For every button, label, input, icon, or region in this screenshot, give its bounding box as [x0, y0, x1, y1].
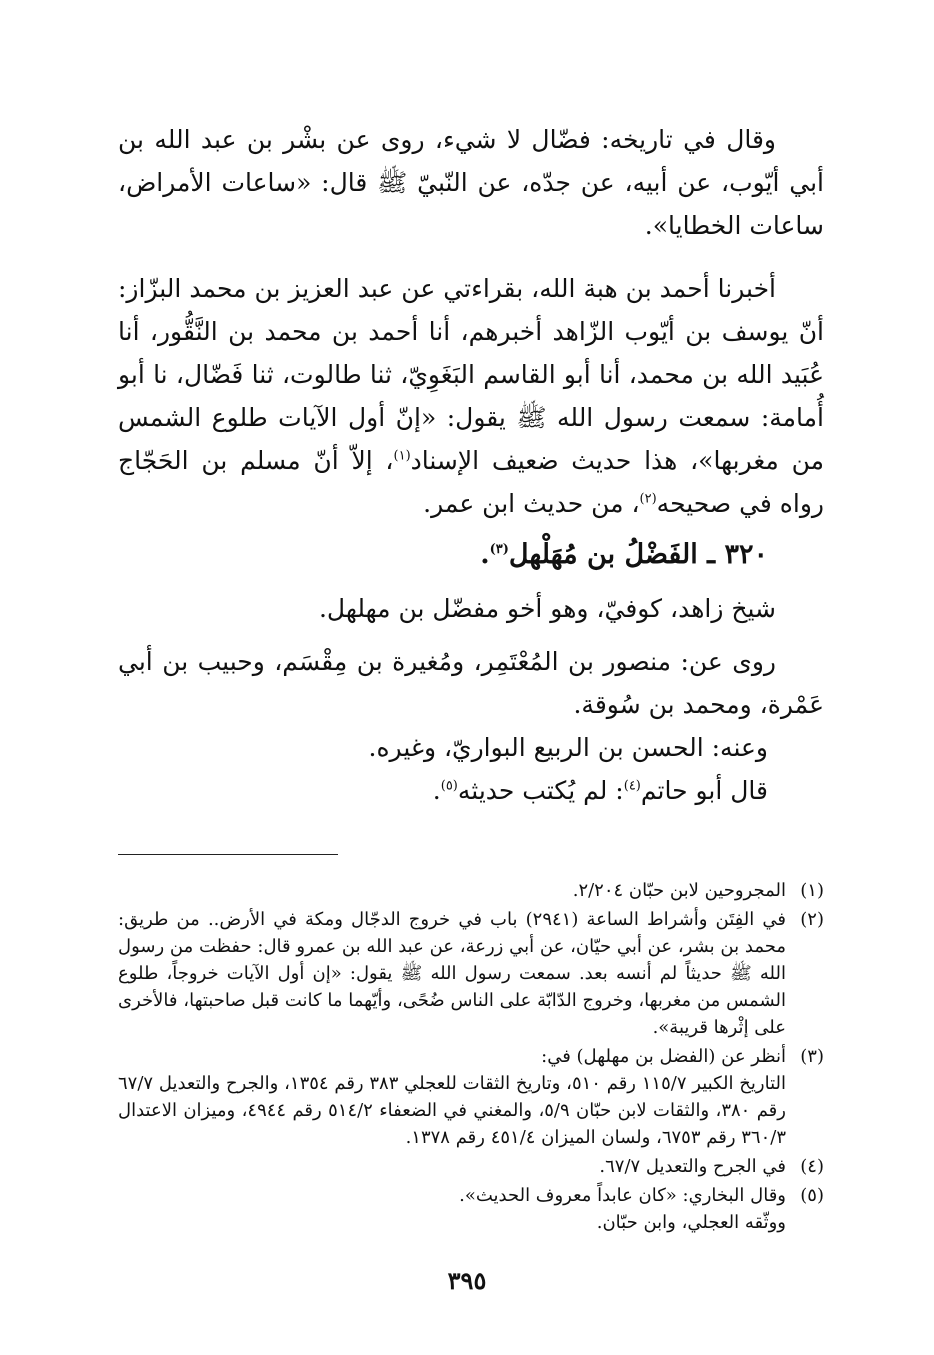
footnote-number: (٥) [800, 1185, 824, 1206]
isnad-text-1: أخبرنا أحمد بن هبة الله، بقراءتي عن عبد العزيز بن محمد البزّاز: أنّ يوسف بن أيّوب الزّاهد أخبرهم، أنا أحمد بن محمد بن النَّقُّور، أنا عُبَيد الله بن محمد، أنا أبو القاسم البَغَوِيّ، ثنا طالوت، ثنا فَضّال، نا أبو أُمامة: سمعت رسول الله ﷺ يقول: «إنّ أول الآيات طلوع الشمس من مغربها»، هذا حديث ضعيف الإسناد [118, 274, 824, 475]
footnotes [118, 877, 824, 1236]
footnote-divider [118, 854, 338, 855]
footnote-text: في الفِتَن وأشراط الساعة (٢٩٤١) باب في خروج الدجّال ومكة في الأرض.. من طريق: محمد بن بشر، عن أبي حيّان، عن أبي زرعة، عن عبد الله بن عمرو قال: حفظت من رسول الله ﷺ حديثاً لم أنسه بعد. سمعت رسول الله ﷺ يقول: «إن أول الآيات خروجاً، طلوع الشمس من مغربها، وخروج الدّابّة على الناس ضُحًى، وأيّهما ما كانت قبل صاحبتها، فالأخرى على إثْرها قريبة». [118, 909, 786, 1038]
paragraph-description-text: شيخ زاهد، كوفيّ، وهو أخو مفضّل بن مهلهل. [318, 594, 776, 623]
footnote-ref-4[interactable]: (٤) [623, 778, 641, 794]
footnote-2 [118, 906, 824, 1041]
isnad-text-2: ، إلاّ أنّ مسلم بن الحَجّاج رواه في صحيحه [118, 446, 824, 518]
paragraph-tarikh-text: وقال في تاريخه: فضّال لا شيء، روى عن بشْر بن عبد الله بن أبي أيّوب، عن أبيه، عن جدّه، عن النّبيّ ﷺ قال: «ساعات الأمراض، ساعات الخطايا». [118, 125, 824, 240]
footnote-text: ووثّقه العجلي، وابن حبّان. [596, 1212, 786, 1233]
paragraph-narrated-from [118, 640, 824, 726]
footnote-number: (٢) [800, 909, 824, 930]
abu-hatim-text-1: قال أبو حاتم [640, 776, 768, 805]
paragraph-description [118, 587, 824, 630]
paragraph-tarikh [118, 118, 824, 247]
paragraph-isnad [118, 267, 824, 525]
footnote-1 [118, 877, 824, 904]
entry-heading [118, 533, 824, 577]
footnote-text: في الجرح والتعديل ٦٧/٧. [599, 1156, 786, 1177]
paragraph-narrators-text: وعنه: الحسن بن الربيع البواريّ، وغيره. [368, 733, 768, 762]
footnote-4 [118, 1153, 824, 1180]
footnote-ref-1[interactable]: (١) [393, 448, 411, 464]
page-body [118, 118, 824, 1238]
footnote-text: التاريخ الكبير ١١٥/٧ رقم ٥١٠، وتاريخ الثقات للعجلي ٣٨٣ رقم ١٣٥٤، والجرح والتعديل ٦٧/٧ رقم ٣٨٠، والثقات لابن حبّان ٥/٩، والمغني في الضعفاء ٥١٤/٢ رقم ٤٩٤٤، وميزان الاعتدال ٣٦٠/٣ رقم ٦٧٥٣، ولسان الميزان ٤٥١/٤ رقم ١٣٧٨. [118, 1073, 786, 1148]
footnote-5 [118, 1182, 824, 1236]
abu-hatim-text-2: : لم يُكتب حديثه [457, 776, 624, 805]
page-number: ٣٩٥ [447, 1266, 487, 1295]
footnote-text: أنظر عن (الفضل بن مهلهل) في: [541, 1046, 786, 1067]
entry-heading-text: ٣٢٠ ـ الفَضْلُ بن مُهَلْهل [508, 539, 768, 570]
footnote-number: (٤) [800, 1156, 824, 1177]
abu-hatim-text-3: . [432, 776, 441, 805]
paragraph-narrated-from-text: روى عن: منصور بن المُعْتَمِر، ومُغيرة بن مِقْسَم، وحبيب بن أبي عَمْرة، ومحمد بن سُوقة. [118, 647, 824, 719]
footnote-ref-3[interactable]: (٣) [489, 542, 509, 557]
footnote-ref-2[interactable]: (٢) [639, 491, 657, 507]
paragraph-narrators [118, 726, 824, 769]
footnote-3 [118, 1043, 824, 1151]
footnote-number: (٣) [800, 1046, 824, 1067]
isnad-text-3: ، من حديث ابن عمر. [423, 489, 640, 518]
footnote-text: وقال البخاري: «كان عابداً معروف الحديث». [459, 1185, 786, 1206]
paragraph-abu-hatim [118, 769, 824, 812]
footnote-ref-5[interactable]: (٥) [440, 778, 458, 794]
footnote-text: المجروحين لابن حبّان ٢/٢٠٤. [572, 880, 786, 901]
entry-heading-end: . [480, 539, 490, 570]
footnote-number: (١) [800, 880, 824, 901]
